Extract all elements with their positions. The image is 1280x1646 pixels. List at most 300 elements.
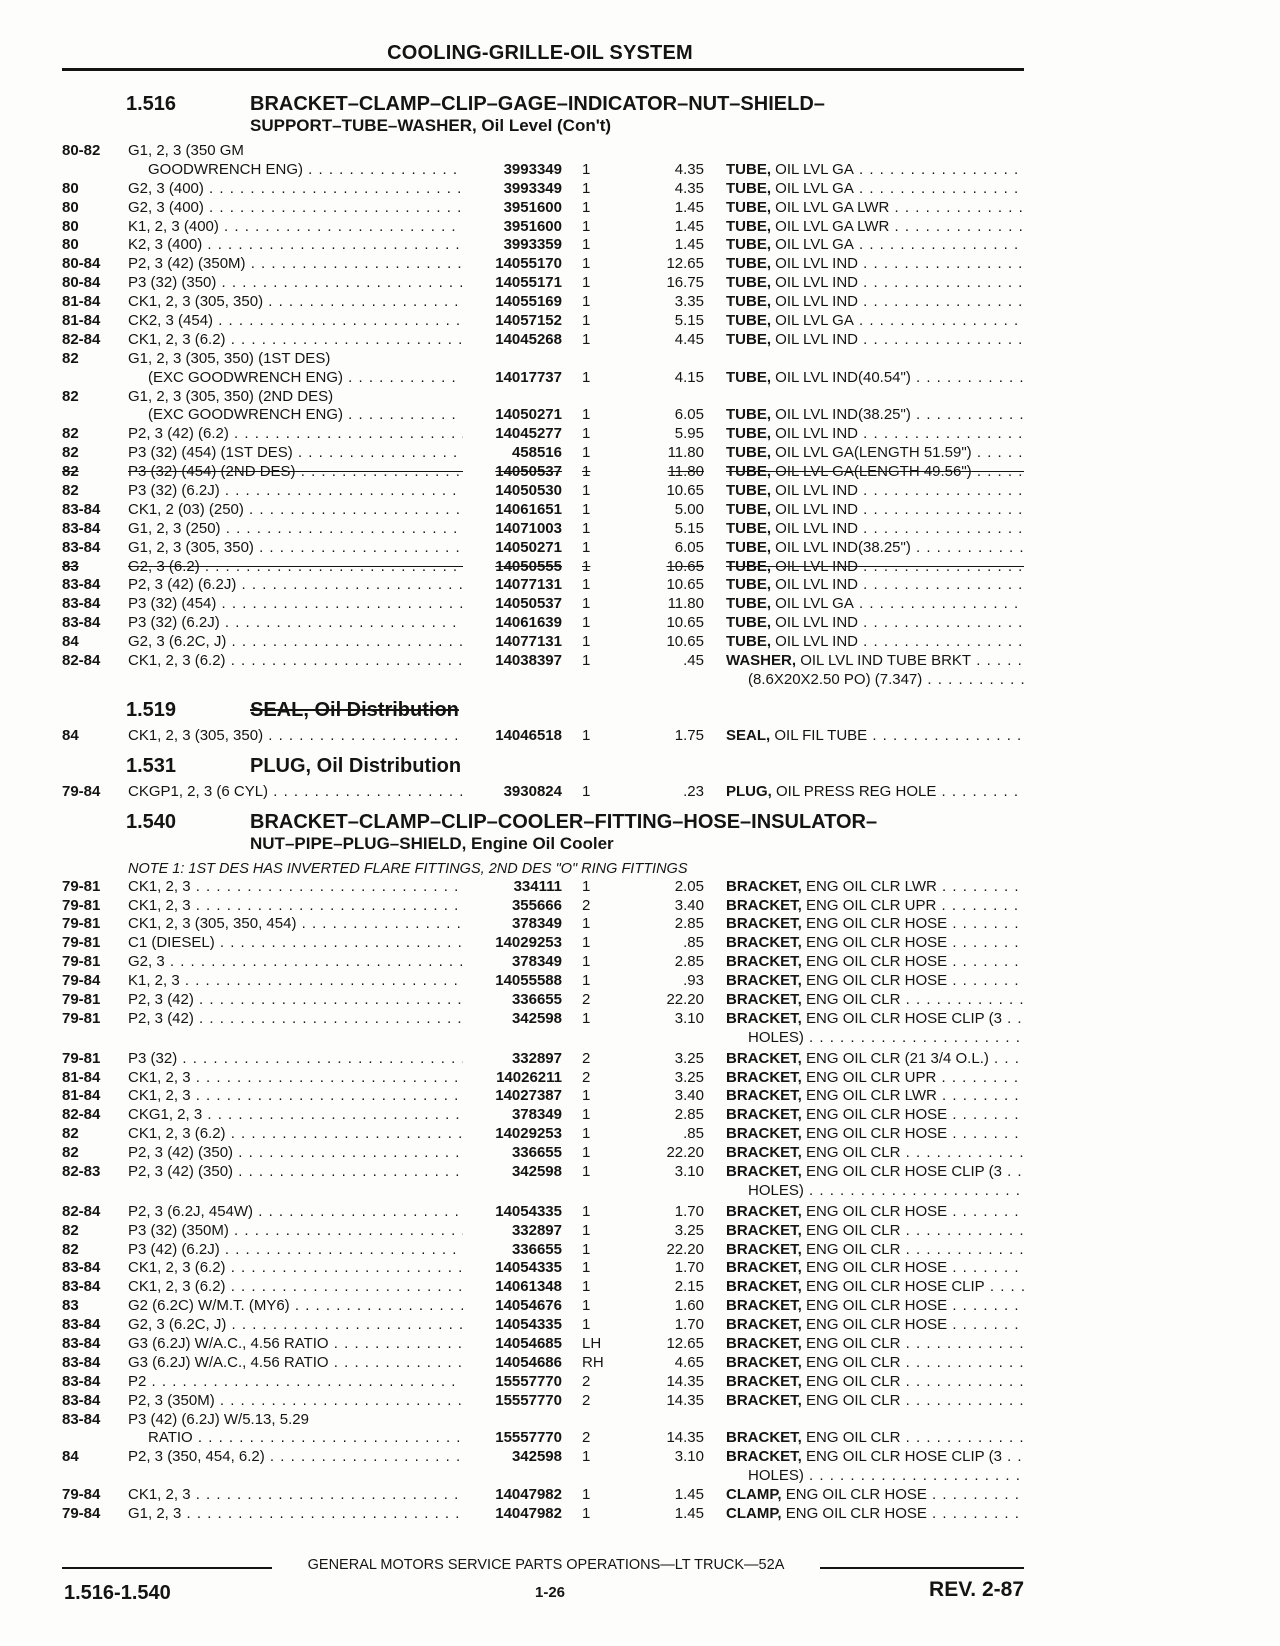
part-noun: BRACKET, bbox=[726, 1087, 802, 1105]
year-range: 80 bbox=[62, 236, 79, 254]
year-range: 81-84 bbox=[62, 1087, 101, 1105]
part-detail: OIL LVL GA(LENGTH 49.56") bbox=[775, 463, 972, 481]
parts-row bbox=[62, 595, 1024, 614]
quantity: 1 bbox=[582, 1221, 591, 1239]
price: 4.35 bbox=[674, 160, 704, 178]
part-description bbox=[726, 501, 1024, 520]
part-noun: TUBE, bbox=[726, 160, 771, 178]
part-detail: OIL LVL IND bbox=[775, 330, 858, 348]
price: 4.45 bbox=[674, 330, 704, 348]
price: 1.60 bbox=[674, 1297, 704, 1315]
part-description bbox=[726, 953, 1024, 972]
price: 22.20 bbox=[666, 1144, 704, 1162]
part-noun: CLAMP, bbox=[726, 1486, 782, 1504]
part-detail: ENG OIL CLR HOSE CLIP bbox=[806, 1278, 985, 1296]
model-text: G1, 2, 3 (305, 350) (1ST DES) bbox=[128, 349, 331, 367]
year-range: 80 bbox=[62, 179, 79, 197]
parts-row bbox=[62, 1505, 1024, 1524]
model-text: G2, 3 (6.2C, J) bbox=[128, 633, 227, 651]
model-text: C1 (DIESEL) bbox=[128, 934, 215, 952]
model-text: P2, 3 (42) bbox=[128, 990, 194, 1008]
part-noun: BRACKET, bbox=[726, 896, 802, 914]
model-application bbox=[128, 878, 463, 897]
model-text: G2, 3 bbox=[128, 953, 165, 971]
parts-row bbox=[62, 652, 1024, 671]
model-application bbox=[128, 1392, 463, 1411]
parts-row bbox=[62, 463, 1024, 482]
part-number: 14077131 bbox=[466, 633, 562, 652]
model-application bbox=[128, 312, 463, 331]
model-text: P3 (42) (6.2J) bbox=[128, 1240, 220, 1258]
model-application bbox=[128, 218, 463, 237]
part-number: 15557770 bbox=[466, 1429, 562, 1448]
part-description bbox=[726, 425, 1024, 444]
part-description bbox=[726, 293, 1024, 312]
part-detail: OIL FIL TUBE bbox=[774, 726, 868, 744]
parts-row bbox=[62, 727, 1024, 746]
model-text: P2, 3 (42) (350) bbox=[128, 1144, 234, 1162]
price: 1.70 bbox=[674, 1316, 704, 1334]
part-number: 14055169 bbox=[466, 293, 562, 312]
footer-page-number: 1-26 bbox=[534, 1584, 566, 1601]
part-detail: OIL LVL IND bbox=[775, 519, 858, 537]
model-text: CK1, 2, 3 (305, 350) bbox=[128, 293, 264, 311]
part-noun: BRACKET, bbox=[726, 1144, 802, 1162]
quantity: 1 bbox=[582, 312, 591, 330]
part-description bbox=[726, 991, 1024, 1010]
parts-row bbox=[62, 1069, 1024, 1088]
part-detail: ENG OIL CLR bbox=[806, 1429, 901, 1447]
parts-row bbox=[62, 1467, 1024, 1486]
price: 6.05 bbox=[674, 538, 704, 556]
year-range: 79-81 bbox=[62, 896, 101, 914]
parts-row bbox=[62, 1087, 1024, 1106]
year-range: 83-84 bbox=[62, 500, 101, 518]
part-description bbox=[726, 897, 1024, 916]
part-description bbox=[748, 1029, 1024, 1048]
part-noun: TUBE, bbox=[726, 557, 771, 575]
year-range: 83-84 bbox=[62, 576, 101, 594]
price: 2.85 bbox=[674, 915, 704, 933]
parts-row bbox=[62, 1050, 1024, 1069]
price: 11.80 bbox=[667, 463, 704, 481]
section-header bbox=[62, 812, 1024, 854]
part-description bbox=[726, 1106, 1024, 1125]
year-range: 82 bbox=[62, 1240, 79, 1258]
parts-row bbox=[62, 953, 1024, 972]
quantity: 1 bbox=[582, 1297, 591, 1315]
part-noun: BRACKET, bbox=[726, 1106, 802, 1124]
quantity: 1 bbox=[582, 160, 591, 178]
model-text: P3 (42) (6.2J) W/5.13, 5.29 bbox=[128, 1410, 309, 1428]
part-description bbox=[726, 312, 1024, 331]
price: 1.70 bbox=[674, 1259, 704, 1277]
part-number: 332897 bbox=[466, 1050, 562, 1069]
part-description bbox=[726, 255, 1024, 274]
part-description bbox=[726, 1448, 1024, 1467]
model-application bbox=[128, 1222, 463, 1241]
part-detail: OIL LVL GA bbox=[775, 160, 854, 178]
part-noun: TUBE, bbox=[726, 236, 771, 254]
quantity: 1 bbox=[582, 330, 591, 348]
year-range: 79-81 bbox=[62, 1049, 101, 1067]
model-application bbox=[128, 255, 463, 274]
part-noun: TUBE, bbox=[726, 274, 771, 292]
model-application bbox=[128, 1505, 463, 1524]
year-range: 79-81 bbox=[62, 990, 101, 1008]
quantity: 1 bbox=[582, 1106, 591, 1124]
part-detail: ENG OIL CLR HOSE CLIP (3 bbox=[806, 1162, 1002, 1180]
price: 3.40 bbox=[674, 896, 704, 914]
part-noun: PLUG, bbox=[726, 782, 772, 800]
model-text: CK1, 2, 3 bbox=[128, 877, 191, 895]
model-application bbox=[128, 1125, 463, 1144]
part-noun: CLAMP, bbox=[726, 1505, 782, 1522]
section-title-line: BRACKET–CLAMP–CLIP–GAGE–INDICATOR–NUT–SHIELD– bbox=[250, 93, 825, 115]
price: 11.80 bbox=[667, 444, 704, 462]
part-detail: ENG OIL CLR HOSE bbox=[806, 934, 948, 952]
parts-row bbox=[62, 1182, 1024, 1201]
model-application bbox=[128, 633, 463, 652]
model-text: G1, 2, 3 (305, 350) (2ND DES) bbox=[128, 387, 334, 405]
model-text: P2 bbox=[128, 1372, 147, 1390]
part-description bbox=[726, 1241, 1024, 1260]
part-noun: BRACKET, bbox=[726, 1240, 802, 1258]
model-application bbox=[128, 1241, 463, 1260]
model-application bbox=[148, 1429, 463, 1448]
price: 12.65 bbox=[666, 1334, 704, 1352]
part-description bbox=[726, 558, 1024, 577]
model-application bbox=[128, 1448, 463, 1467]
footer-rule-right bbox=[820, 1567, 1024, 1569]
model-text: P2, 3 (42) (6.2) bbox=[128, 425, 229, 443]
model-application bbox=[128, 1010, 463, 1029]
part-noun: BRACKET, bbox=[726, 1221, 802, 1239]
section-title-line: PLUG, Oil Distribution bbox=[250, 754, 462, 777]
part-detail: ENG OIL CLR bbox=[806, 1240, 901, 1258]
quantity: 1 bbox=[582, 1259, 591, 1277]
price: .93 bbox=[683, 972, 704, 990]
part-detail: HOLES) bbox=[748, 1028, 804, 1046]
parts-row bbox=[62, 1354, 1024, 1373]
quantity: 1 bbox=[582, 236, 591, 254]
model-text: K2, 3 (400) bbox=[128, 236, 203, 254]
model-text: P2, 3 (6.2J, 454W) bbox=[128, 1202, 254, 1220]
year-range: 83 bbox=[62, 557, 79, 575]
part-number: 3951600 bbox=[466, 199, 562, 218]
parts-row bbox=[62, 1429, 1024, 1448]
quantity: 1 bbox=[582, 1240, 591, 1258]
parts-row bbox=[62, 444, 1024, 463]
parts-row bbox=[62, 1316, 1024, 1335]
parts-row bbox=[62, 614, 1024, 633]
part-noun: TUBE, bbox=[726, 463, 771, 481]
year-range: 83-84 bbox=[62, 1372, 101, 1390]
model-application bbox=[148, 161, 463, 180]
year-range: 79-81 bbox=[62, 1009, 101, 1027]
footer-section-range: 1.516-1.540 bbox=[64, 1582, 171, 1604]
model-application bbox=[128, 1069, 463, 1088]
section-title-line: SUPPORT–TUBE–WASHER, Oil Level (Con't) bbox=[250, 116, 612, 135]
part-detail: OIL PRESS REG HOLE bbox=[776, 782, 937, 800]
year-range: 83-84 bbox=[62, 1316, 101, 1334]
part-description bbox=[726, 444, 1024, 463]
year-range: 83-84 bbox=[62, 1391, 101, 1409]
model-application bbox=[128, 444, 463, 463]
model-application bbox=[148, 406, 463, 425]
model-text: P3 (32) (350) bbox=[128, 274, 217, 292]
part-detail: HOLES) bbox=[748, 1181, 804, 1199]
model-application bbox=[128, 1278, 463, 1297]
quantity: 1 bbox=[582, 179, 591, 197]
part-detail: OIL LVL IND bbox=[775, 425, 858, 443]
parts-row bbox=[62, 218, 1024, 237]
year-range: 82 bbox=[62, 387, 79, 405]
part-detail: ENG OIL CLR HOSE bbox=[806, 953, 948, 971]
quantity: 1 bbox=[582, 934, 591, 952]
quantity: 1 bbox=[582, 915, 591, 933]
part-number: 14047982 bbox=[466, 1486, 562, 1505]
price: 12.65 bbox=[666, 255, 704, 273]
model-text: G1, 2, 3 bbox=[128, 1505, 182, 1522]
model-text: GOODWRENCH ENG) bbox=[148, 160, 303, 178]
model-application bbox=[128, 482, 463, 501]
quantity: 2 bbox=[582, 1068, 591, 1086]
section-note: NOTE 1: 1ST DES HAS INVERTED FLARE FITTINGS, 2ND DES "O" RING FITTINGS bbox=[128, 860, 688, 877]
part-description bbox=[726, 539, 1024, 558]
part-detail: OIL LVL IND(40.54") bbox=[775, 368, 911, 386]
quantity: 1 bbox=[582, 1448, 591, 1466]
part-number: 14054335 bbox=[466, 1316, 562, 1335]
part-detail: ENG OIL CLR HOSE bbox=[806, 1125, 948, 1143]
footer-publisher: GENERAL MOTORS SERVICE PARTS OPERATIONS—LT TRUCK—52A bbox=[307, 1557, 785, 1573]
parts-row bbox=[62, 501, 1024, 520]
model-text: P2, 3 (42) (350) bbox=[128, 1162, 234, 1180]
quantity: 1 bbox=[582, 1486, 591, 1504]
parts-row bbox=[62, 1203, 1024, 1222]
part-number: 342598 bbox=[466, 1010, 562, 1029]
part-number: 336655 bbox=[466, 991, 562, 1010]
section-number: 1.540 bbox=[126, 810, 177, 833]
parts-row bbox=[62, 576, 1024, 595]
parts-row bbox=[62, 425, 1024, 444]
year-range: 83-84 bbox=[62, 1259, 101, 1277]
year-range: 82 bbox=[62, 444, 79, 462]
part-detail: OIL LVL IND TUBE BRKT bbox=[800, 652, 972, 670]
quantity: 1 bbox=[582, 1278, 591, 1296]
part-noun: BRACKET, bbox=[726, 1448, 802, 1466]
part-detail: ENG OIL CLR HOSE bbox=[806, 1259, 948, 1277]
quantity: 1 bbox=[582, 1505, 591, 1522]
part-noun: TUBE, bbox=[726, 576, 771, 594]
part-number: 15557770 bbox=[466, 1392, 562, 1411]
model-text: CK2, 3 (454) bbox=[128, 312, 214, 330]
parts-row bbox=[62, 1297, 1024, 1316]
part-description bbox=[748, 1467, 1024, 1486]
parts-row bbox=[62, 1029, 1024, 1048]
model-application bbox=[128, 915, 463, 934]
part-detail: ENG OIL CLR LWR bbox=[806, 877, 937, 895]
year-range: 79-84 bbox=[62, 1505, 101, 1522]
parts-row bbox=[62, 406, 1024, 425]
part-detail: ENG OIL CLR (21 3/4 O.L.) bbox=[806, 1049, 989, 1067]
part-number: 14061348 bbox=[466, 1278, 562, 1297]
part-number: 334111 bbox=[466, 878, 562, 897]
model-text: CK1, 2, 3 bbox=[128, 1486, 191, 1504]
model-application bbox=[128, 783, 463, 802]
part-description bbox=[726, 406, 1024, 425]
year-range: 79-81 bbox=[62, 877, 101, 895]
part-detail: OIL LVL GA bbox=[775, 179, 854, 197]
parts-row bbox=[62, 633, 1024, 652]
price: .45 bbox=[683, 652, 704, 670]
part-noun: BRACKET, bbox=[726, 1259, 802, 1277]
quantity: RH bbox=[582, 1353, 604, 1371]
part-number: 14050537 bbox=[466, 463, 562, 482]
part-detail: ENG OIL CLR LWR bbox=[806, 1087, 937, 1105]
part-description bbox=[726, 1050, 1024, 1069]
part-detail: (8.6X20X2.50 PO) (7.347) bbox=[748, 670, 923, 688]
part-number: 14045268 bbox=[466, 331, 562, 350]
part-noun: BRACKET, bbox=[726, 1372, 802, 1390]
part-number: 378349 bbox=[466, 915, 562, 934]
parts-catalog-content bbox=[62, 84, 1024, 1524]
model-application bbox=[128, 1335, 463, 1354]
section-title bbox=[250, 812, 1024, 854]
parts-row bbox=[62, 1241, 1024, 1260]
quantity: 1 bbox=[582, 1162, 591, 1180]
model-application bbox=[128, 142, 463, 161]
part-number: 14050537 bbox=[466, 595, 562, 614]
part-detail: ENG OIL CLR HOSE bbox=[806, 915, 948, 933]
part-number: 14055170 bbox=[466, 255, 562, 274]
year-range: 80-84 bbox=[62, 255, 101, 273]
part-number: 458516 bbox=[466, 444, 562, 463]
parts-row bbox=[62, 482, 1024, 501]
part-noun: BRACKET, bbox=[726, 953, 802, 971]
quantity: 1 bbox=[582, 1316, 591, 1334]
part-detail: OIL LVL IND bbox=[775, 482, 858, 500]
price: 3.25 bbox=[674, 1068, 704, 1086]
part-number: 14071003 bbox=[466, 520, 562, 539]
year-range: 81-84 bbox=[62, 312, 101, 330]
quantity: 2 bbox=[582, 1049, 591, 1067]
part-number: 378349 bbox=[466, 1106, 562, 1125]
quantity: 1 bbox=[582, 463, 591, 481]
price: 1.45 bbox=[674, 236, 704, 254]
parts-row bbox=[62, 1125, 1024, 1144]
price: 1.45 bbox=[674, 1505, 704, 1522]
year-range: 79-81 bbox=[62, 915, 101, 933]
parts-row bbox=[62, 671, 1024, 690]
model-application bbox=[128, 1373, 463, 1392]
part-number: 14054686 bbox=[466, 1354, 562, 1373]
model-text: K1, 2, 3 (400) bbox=[128, 217, 219, 235]
part-description bbox=[726, 1429, 1024, 1448]
model-application bbox=[128, 425, 463, 444]
part-detail: ENG OIL CLR UPR bbox=[806, 1068, 937, 1086]
part-description bbox=[726, 1144, 1024, 1163]
part-number: 3993349 bbox=[466, 161, 562, 180]
model-application bbox=[128, 576, 463, 595]
year-range: 82 bbox=[62, 482, 79, 500]
parts-row bbox=[62, 539, 1024, 558]
quantity: 1 bbox=[582, 444, 591, 462]
price: 16.75 bbox=[666, 274, 704, 292]
parts-row bbox=[62, 1278, 1024, 1297]
price: 3.25 bbox=[674, 1221, 704, 1239]
part-detail: OIL LVL IND bbox=[775, 293, 858, 311]
price: 11.80 bbox=[667, 595, 704, 613]
price: 3.40 bbox=[674, 1087, 704, 1105]
model-text: CK1, 2, 3 (6.2) bbox=[128, 652, 226, 670]
part-noun: BRACKET, bbox=[726, 1353, 802, 1371]
part-number: 14055588 bbox=[466, 972, 562, 991]
model-text: G2, 3 (400) bbox=[128, 198, 204, 216]
price: 3.10 bbox=[674, 1162, 704, 1180]
part-description bbox=[726, 161, 1024, 180]
part-noun: TUBE, bbox=[726, 500, 771, 518]
model-text: RATIO bbox=[148, 1429, 193, 1447]
model-text: CK1, 2, 3 (305, 350) bbox=[128, 726, 264, 744]
quantity: 1 bbox=[582, 1144, 591, 1162]
part-detail: OIL LVL IND bbox=[775, 633, 858, 651]
quantity: 1 bbox=[582, 538, 591, 556]
part-noun: BRACKET, bbox=[726, 1049, 802, 1067]
part-detail: ENG OIL CLR HOSE bbox=[806, 972, 948, 990]
part-detail: ENG OIL CLR HOSE bbox=[806, 1106, 948, 1124]
price: 2.05 bbox=[674, 877, 704, 895]
part-description bbox=[726, 934, 1024, 953]
model-application bbox=[128, 1087, 463, 1106]
model-text: G1, 2, 3 (250) bbox=[128, 519, 221, 537]
part-noun: SEAL, bbox=[726, 726, 771, 744]
parts-row bbox=[62, 558, 1024, 577]
part-detail: OIL LVL GA LWR bbox=[775, 198, 890, 216]
parts-row bbox=[62, 1222, 1024, 1241]
model-application bbox=[128, 652, 463, 671]
section-header bbox=[62, 756, 1024, 777]
year-range: 83-84 bbox=[62, 1278, 101, 1296]
price: 1.70 bbox=[674, 1202, 704, 1220]
price: 14.35 bbox=[666, 1429, 704, 1447]
part-noun: TUBE, bbox=[726, 255, 771, 273]
model-text: P2, 3 (42) bbox=[128, 1009, 194, 1027]
part-noun: BRACKET, bbox=[726, 1162, 802, 1180]
part-noun: BRACKET, bbox=[726, 1202, 802, 1220]
part-noun: BRACKET, bbox=[726, 1297, 802, 1315]
quantity: 1 bbox=[582, 255, 591, 273]
parts-row bbox=[62, 142, 1024, 161]
model-text: P3 (32) (454) (1ST DES) bbox=[128, 444, 293, 462]
part-number: 355666 bbox=[466, 897, 562, 916]
price: 2.85 bbox=[674, 953, 704, 971]
price: 3.10 bbox=[674, 1448, 704, 1466]
model-text: CKG1, 2, 3 bbox=[128, 1106, 203, 1124]
parts-row bbox=[62, 1392, 1024, 1411]
quantity: 2 bbox=[582, 1372, 591, 1390]
part-description bbox=[726, 1222, 1024, 1241]
model-application bbox=[148, 369, 463, 388]
part-description bbox=[726, 180, 1024, 199]
quantity: 1 bbox=[582, 614, 591, 632]
section-number: 1.516 bbox=[126, 93, 177, 115]
price: 5.00 bbox=[674, 500, 704, 518]
quantity: 1 bbox=[582, 1125, 591, 1143]
price: 14.35 bbox=[666, 1372, 704, 1390]
quantity: 1 bbox=[582, 217, 591, 235]
price: .23 bbox=[683, 782, 704, 800]
